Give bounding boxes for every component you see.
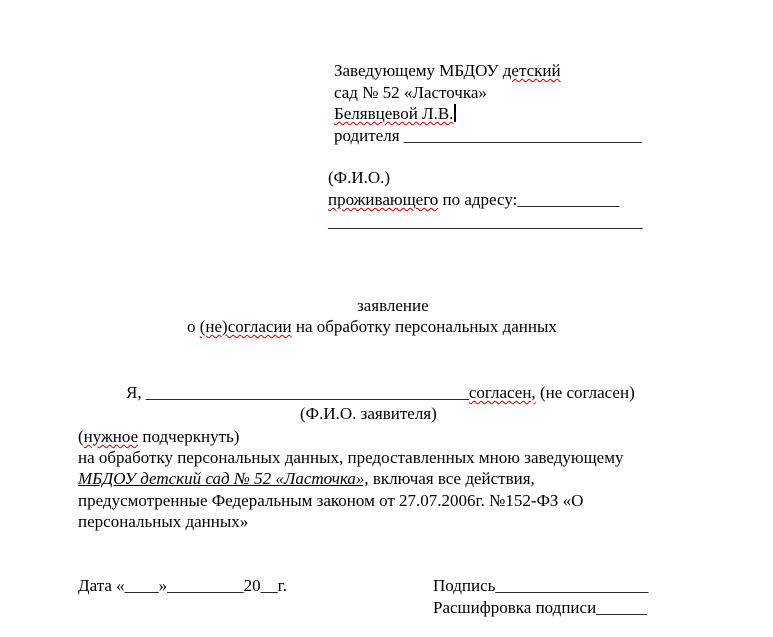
document-title: заявление xyxy=(357,296,429,315)
address-line-a: проживающего xyxy=(328,190,439,209)
address-blank-line: _____________________________________ xyxy=(328,212,643,231)
address-line-b: по адресу:____________ xyxy=(438,190,620,209)
paragraph-line-2-rest: включая все действия, xyxy=(368,469,535,488)
paragraph-line-3: предусмотренные Федеральным законом от 27.07.2006г. №152-ФЗ «О xyxy=(78,491,584,510)
note-b: нужное xyxy=(83,427,139,446)
addressee-line-1-b: детский xyxy=(502,61,561,80)
document-subtitle xyxy=(187,317,557,337)
paragraph-line-2 xyxy=(78,469,535,489)
org-name: МБДОУ детский сад № 52 «Ласточка», xyxy=(78,469,369,488)
addressee-name: Белявцевой Л.В. xyxy=(334,104,454,123)
addressee-line-3 xyxy=(334,104,456,124)
text-cursor xyxy=(454,104,456,122)
addressee-line-1 xyxy=(334,61,561,81)
fio-applicant-label: (Ф.И.О. заявителя) xyxy=(300,404,437,423)
paragraph-line-4: персональных данных» xyxy=(78,512,249,531)
date-field: Дата «____»_________20__г. xyxy=(78,576,287,595)
paragraph-line-1: на обработку персональных данных, предоставленных мною заведующему xyxy=(78,448,624,467)
signature-field: Подпись__________________ xyxy=(433,576,649,595)
name-blank: ______________________________________ xyxy=(145,383,469,402)
soglasen-text: согласен, xyxy=(468,383,536,402)
signature-decode-field: Расшифровка подписи______ xyxy=(433,598,648,617)
note-c: подчеркнуть) xyxy=(138,427,240,446)
subtitle-a: о xyxy=(187,317,200,336)
note-a: ( xyxy=(78,427,84,446)
addressee-line-4: родителя ____________________________ xyxy=(334,126,642,145)
consent-line xyxy=(126,383,635,403)
underline-note xyxy=(78,427,239,447)
address-line xyxy=(328,190,619,210)
ya-label: Я, xyxy=(126,383,146,402)
ne-soglasen-text: (не согласен) xyxy=(535,383,635,402)
subtitle-b: (не)согласии xyxy=(199,317,292,336)
addressee-line-2: сад № 52 «Ласточка» xyxy=(334,83,487,102)
fio-label: (Ф.И.О.) xyxy=(328,168,391,187)
addressee-line-1-a: Заведующему МБДОУ xyxy=(334,61,503,80)
subtitle-c: на обработку персональных данных xyxy=(291,317,557,336)
